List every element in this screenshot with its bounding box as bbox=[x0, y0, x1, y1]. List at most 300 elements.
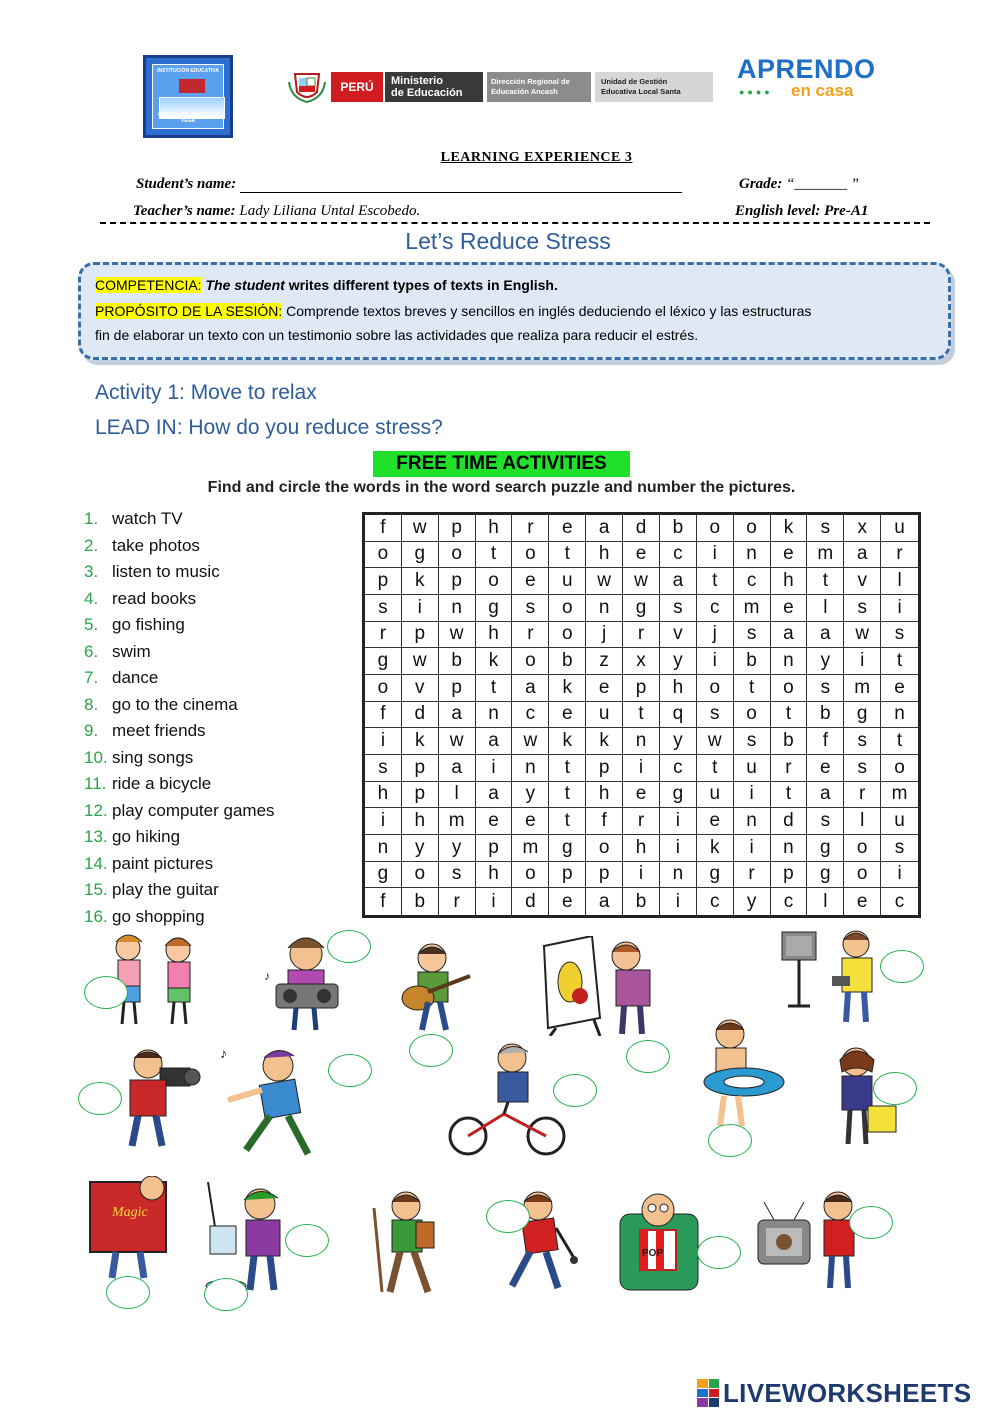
boy-guitar-picture bbox=[392, 940, 488, 1034]
aprendo-en-casa-logo bbox=[733, 54, 875, 114]
word-list-item bbox=[84, 665, 275, 692]
grid-cell[interactable]: h bbox=[402, 808, 439, 835]
grid-cell[interactable]: o bbox=[844, 862, 881, 889]
grid-cell[interactable]: o bbox=[365, 542, 402, 569]
grid-cell[interactable]: i bbox=[660, 808, 697, 835]
grid-cell[interactable]: g bbox=[623, 595, 660, 622]
grid-cell[interactable]: b bbox=[549, 648, 586, 675]
grid-cell[interactable]: e bbox=[844, 888, 881, 915]
grid-cell[interactable]: i bbox=[476, 888, 513, 915]
grid-cell[interactable]: w bbox=[402, 515, 439, 542]
grid-cell[interactable]: c bbox=[771, 888, 808, 915]
grid-cell[interactable]: p bbox=[476, 835, 513, 862]
grid-cell[interactable]: b bbox=[402, 888, 439, 915]
grid-cell[interactable]: v bbox=[844, 568, 881, 595]
main-title: Let’s Reduce Stress bbox=[405, 228, 611, 254]
grid-cell[interactable]: a bbox=[807, 622, 844, 649]
grid-cell[interactable]: n bbox=[881, 702, 918, 729]
grid-cell[interactable]: d bbox=[512, 888, 549, 915]
grid-cell[interactable]: e bbox=[623, 782, 660, 809]
grid-cell[interactable]: s bbox=[365, 755, 402, 782]
grid-cell[interactable]: g bbox=[660, 782, 697, 809]
grid-cell[interactable]: n bbox=[734, 808, 771, 835]
word-list-text: ride a bicycle bbox=[112, 774, 212, 794]
grid-cell[interactable]: n bbox=[512, 755, 549, 782]
grid-cell[interactable]: o bbox=[586, 835, 623, 862]
grid-cell[interactable]: p bbox=[586, 755, 623, 782]
grid-cell[interactable]: w bbox=[586, 568, 623, 595]
grid-cell[interactable]: e bbox=[807, 755, 844, 782]
ugel-line-2: Educativa Local Santa bbox=[601, 87, 681, 96]
grid-cell[interactable]: s bbox=[734, 728, 771, 755]
grid-cell[interactable]: i bbox=[697, 542, 734, 569]
grid-cell[interactable]: i bbox=[660, 835, 697, 862]
grid-cell[interactable]: y bbox=[439, 835, 476, 862]
grid-cell[interactable]: c bbox=[660, 542, 697, 569]
grade-row bbox=[739, 176, 859, 193]
grid-cell[interactable]: o bbox=[771, 675, 808, 702]
grid-cell[interactable]: y bbox=[734, 888, 771, 915]
grid-cell[interactable]: e bbox=[476, 808, 513, 835]
grid-cell[interactable]: b bbox=[807, 702, 844, 729]
grid-cell[interactable]: n bbox=[586, 595, 623, 622]
grid-cell[interactable]: u bbox=[549, 568, 586, 595]
grid-cell[interactable]: p bbox=[623, 675, 660, 702]
grade-label: Grade: bbox=[739, 176, 783, 192]
student-name-row bbox=[136, 176, 682, 193]
answer-oval-man-fishing-2[interactable] bbox=[285, 1224, 329, 1257]
grid-cell[interactable]: r bbox=[439, 888, 476, 915]
ugel-line-1: Unidad de Gestión bbox=[601, 77, 668, 86]
grid-cell[interactable]: t bbox=[549, 782, 586, 809]
grade-value[interactable]: “_______ ” bbox=[786, 176, 860, 192]
grid-cell[interactable]: c bbox=[512, 702, 549, 729]
grid-cell[interactable]: a bbox=[476, 728, 513, 755]
grid-cell[interactable]: r bbox=[881, 542, 918, 569]
grid-cell[interactable]: u bbox=[734, 755, 771, 782]
grid-cell[interactable]: w bbox=[844, 622, 881, 649]
grid-cell[interactable]: p bbox=[402, 622, 439, 649]
word-list-text: watch TV bbox=[112, 509, 183, 529]
grid-cell[interactable]: r bbox=[623, 622, 660, 649]
grid-cell[interactable]: k bbox=[771, 515, 808, 542]
english-level-label: English level: bbox=[735, 203, 821, 219]
grid-cell[interactable]: b bbox=[623, 888, 660, 915]
grid-cell[interactable]: j bbox=[586, 622, 623, 649]
grid-cell[interactable]: s bbox=[734, 622, 771, 649]
grid-cell[interactable]: d bbox=[402, 702, 439, 729]
grid-cell[interactable]: o bbox=[697, 515, 734, 542]
grid-cell[interactable]: i bbox=[734, 835, 771, 862]
grid-cell[interactable]: s bbox=[844, 595, 881, 622]
grid-cell[interactable]: t bbox=[771, 702, 808, 729]
liveworksheets-logo-icon bbox=[697, 1379, 719, 1407]
grid-cell[interactable]: o bbox=[512, 648, 549, 675]
grid-cell[interactable]: t bbox=[881, 728, 918, 755]
grid-cell[interactable]: h bbox=[365, 782, 402, 809]
grid-cell[interactable]: a bbox=[586, 888, 623, 915]
grid-cell[interactable]: a bbox=[439, 702, 476, 729]
grid-cell[interactable]: y bbox=[402, 835, 439, 862]
grid-cell[interactable]: y bbox=[807, 648, 844, 675]
grid-cell[interactable]: y bbox=[660, 648, 697, 675]
grid-cell[interactable]: p bbox=[771, 862, 808, 889]
grid-cell[interactable]: o bbox=[734, 702, 771, 729]
word-list-number: 13. bbox=[84, 827, 108, 847]
grid-cell[interactable]: q bbox=[660, 702, 697, 729]
grid-cell[interactable]: b bbox=[734, 648, 771, 675]
grid-cell[interactable]: m bbox=[807, 542, 844, 569]
grid-cell[interactable]: i bbox=[402, 595, 439, 622]
svg-text:♪: ♪ bbox=[264, 969, 270, 983]
grid-cell[interactable]: z bbox=[586, 648, 623, 675]
grid-cell[interactable]: s bbox=[807, 515, 844, 542]
grid-cell[interactable]: m bbox=[734, 595, 771, 622]
grid-cell[interactable]: w bbox=[402, 648, 439, 675]
svg-text:Magic: Magic bbox=[112, 1205, 148, 1220]
grid-cell[interactable]: e bbox=[512, 808, 549, 835]
grid-cell[interactable]: p bbox=[365, 568, 402, 595]
grid-cell[interactable]: o bbox=[549, 595, 586, 622]
grid-cell[interactable]: c bbox=[734, 568, 771, 595]
grid-cell[interactable]: t bbox=[476, 542, 513, 569]
answer-oval-boy-cinema[interactable] bbox=[697, 1236, 741, 1269]
grid-cell[interactable]: g bbox=[365, 648, 402, 675]
grid-cell[interactable]: r bbox=[844, 782, 881, 809]
grid-cell[interactable]: s bbox=[881, 622, 918, 649]
grid-cell[interactable]: a bbox=[586, 515, 623, 542]
grid-cell[interactable]: k bbox=[549, 728, 586, 755]
ugel-logo bbox=[595, 72, 713, 102]
grid-cell[interactable]: o bbox=[844, 835, 881, 862]
grid-cell[interactable]: i bbox=[881, 862, 918, 889]
answer-oval-man-tv-camera[interactable] bbox=[880, 950, 924, 983]
word-list-item bbox=[84, 559, 275, 586]
grid-cell[interactable]: i bbox=[844, 648, 881, 675]
grid-cell[interactable]: e bbox=[549, 888, 586, 915]
grid-cell[interactable]: s bbox=[697, 702, 734, 729]
grid-cell[interactable]: n bbox=[771, 648, 808, 675]
word-list-number: 10. bbox=[84, 747, 108, 767]
grid-cell[interactable]: l bbox=[439, 782, 476, 809]
grid-cell[interactable]: b bbox=[660, 515, 697, 542]
grid-cell[interactable]: m bbox=[512, 835, 549, 862]
grid-cell[interactable]: k bbox=[476, 648, 513, 675]
grid-cell[interactable]: y bbox=[512, 782, 549, 809]
grid-cell[interactable]: r bbox=[734, 862, 771, 889]
grid-cell[interactable]: g bbox=[365, 862, 402, 889]
purpose-row bbox=[95, 303, 811, 319]
grid-cell[interactable]: h bbox=[771, 568, 808, 595]
purpose-text-2: fin de elaborar un texto con un testimonio sobre las actividades que realiza para reducir el estrés. bbox=[95, 327, 699, 343]
grid-cell[interactable]: k bbox=[402, 568, 439, 595]
grid-cell[interactable]: x bbox=[844, 515, 881, 542]
grid-cell[interactable]: r bbox=[365, 622, 402, 649]
dre-line-2: Educación Ancash bbox=[491, 87, 558, 96]
grid-cell[interactable]: k bbox=[586, 728, 623, 755]
grid-cell[interactable]: j bbox=[697, 622, 734, 649]
grid-cell[interactable]: t bbox=[476, 675, 513, 702]
grid-cell[interactable]: e bbox=[549, 702, 586, 729]
grid-cell[interactable]: p bbox=[439, 675, 476, 702]
word-list-number: 8. bbox=[84, 694, 99, 714]
grid-cell[interactable]: l bbox=[844, 808, 881, 835]
grid-cell[interactable]: о bbox=[881, 755, 918, 782]
word-search-grid[interactable] bbox=[362, 512, 921, 918]
grid-cell[interactable]: e bbox=[512, 568, 549, 595]
grid-cell[interactable]: i bbox=[365, 808, 402, 835]
aprendo-word: APRENDO bbox=[737, 54, 876, 84]
grid-cell[interactable]: h bbox=[660, 675, 697, 702]
grid-cell[interactable]: o bbox=[549, 622, 586, 649]
grid-cell[interactable]: d bbox=[771, 808, 808, 835]
grid-cell[interactable]: s bbox=[807, 675, 844, 702]
school-logo bbox=[143, 55, 233, 138]
grid-cell[interactable]: d bbox=[623, 515, 660, 542]
grid-cell[interactable]: f bbox=[586, 808, 623, 835]
grid-cell[interactable]: g bbox=[807, 862, 844, 889]
answer-oval-boy-guitar[interactable] bbox=[409, 1034, 453, 1067]
grid-cell[interactable]: i bbox=[697, 648, 734, 675]
grid-cell[interactable]: w bbox=[512, 728, 549, 755]
grid-cell[interactable]: c bbox=[894, 890, 905, 912]
grid-cell[interactable]: s bbox=[807, 808, 844, 835]
word-list-number: 14. bbox=[84, 853, 108, 873]
word-list-text: sing songs bbox=[112, 747, 194, 767]
grid-cell[interactable]: h bbox=[623, 835, 660, 862]
grid-cell[interactable]: a bbox=[807, 782, 844, 809]
grid-cell[interactable]: m bbox=[881, 782, 918, 809]
grid-cell[interactable]: n bbox=[771, 835, 808, 862]
grid-cell[interactable]: n bbox=[439, 595, 476, 622]
grid-cell[interactable]: a bbox=[512, 675, 549, 702]
grid-cell[interactable]: h bbox=[586, 782, 623, 809]
competence-text: writes different types of texts in English. bbox=[288, 277, 558, 293]
man-dancing-picture bbox=[216, 1040, 326, 1160]
grid-cell[interactable]: w bbox=[439, 622, 476, 649]
grid-cell[interactable]: o bbox=[734, 515, 771, 542]
grid-cell[interactable]: f bbox=[807, 728, 844, 755]
grid-cell[interactable]: s bbox=[439, 862, 476, 889]
grid-cell[interactable]: s bbox=[844, 755, 881, 782]
grid-cell[interactable]: t bbox=[623, 702, 660, 729]
grid-cell[interactable]: x bbox=[623, 648, 660, 675]
grid-cell[interactable]: i bbox=[623, 755, 660, 782]
grid-cell[interactable]: o bbox=[476, 568, 513, 595]
grid-cell[interactable]: g bbox=[476, 595, 513, 622]
grid-cell[interactable]: o bbox=[402, 862, 439, 889]
grid-cell[interactable]: r bbox=[623, 808, 660, 835]
grid-cell[interactable]: s bbox=[365, 595, 402, 622]
grid-cell[interactable]: c bbox=[660, 755, 697, 782]
purpose-text-1: Comprende textos breves y sencillos en inglés deduciendo el léxico y las estructuras bbox=[286, 303, 812, 319]
word-list-text: meet friends bbox=[112, 721, 206, 741]
grid-cell[interactable]: t bbox=[549, 755, 586, 782]
grid-cell[interactable]: t bbox=[734, 675, 771, 702]
dre-logo bbox=[487, 72, 591, 102]
grid-cell[interactable]: o bbox=[512, 862, 549, 889]
grid-cell[interactable]: i bbox=[623, 862, 660, 889]
word-list-number: 7. bbox=[84, 668, 99, 688]
grid-cell[interactable]: r bbox=[771, 755, 808, 782]
grid-cell[interactable]: k bbox=[402, 728, 439, 755]
grid-cell[interactable]: o bbox=[439, 542, 476, 569]
grid-cell[interactable]: a bbox=[844, 542, 881, 569]
grid-cell[interactable]: u bbox=[586, 702, 623, 729]
grid-cell[interactable]: e bbox=[771, 595, 808, 622]
word-list-number: 12. bbox=[84, 800, 108, 820]
grid-cell[interactable]: w bbox=[439, 728, 476, 755]
grid-cell[interactable]: w bbox=[697, 728, 734, 755]
grid-cell[interactable]: b bbox=[439, 648, 476, 675]
grid-cell[interactable]: e bbox=[697, 808, 734, 835]
grid-cell[interactable]: n bbox=[734, 542, 771, 569]
grid-cell[interactable]: c bbox=[697, 595, 734, 622]
grid-cell[interactable]: p bbox=[439, 568, 476, 595]
grid-cell[interactable]: p bbox=[586, 862, 623, 889]
grid-cell[interactable]: e bbox=[623, 542, 660, 569]
grid-cell[interactable]: m bbox=[439, 808, 476, 835]
word-list-item bbox=[84, 692, 275, 719]
grid-cell[interactable]: h bbox=[586, 542, 623, 569]
grid-cell[interactable]: n bbox=[476, 702, 513, 729]
grid-cell[interactable]: i bbox=[734, 782, 771, 809]
word-list-text: play computer games bbox=[112, 800, 275, 820]
grid-cell[interactable]: o bbox=[365, 675, 402, 702]
grid-cell[interactable]: k bbox=[549, 675, 586, 702]
grid-cell[interactable]: p bbox=[439, 515, 476, 542]
word-list-number: 6. bbox=[84, 641, 99, 661]
grid-cell[interactable]: n bbox=[365, 835, 402, 862]
grid-cell[interactable]: e bbox=[586, 675, 623, 702]
grid-cell[interactable]: a bbox=[660, 568, 697, 595]
grid-cell[interactable]: t bbox=[771, 782, 808, 809]
grid-cell[interactable]: k bbox=[697, 835, 734, 862]
purpose-row-2 bbox=[95, 327, 698, 343]
word-list-number: 15. bbox=[84, 880, 108, 900]
word-list-number: 9. bbox=[84, 721, 99, 741]
grid-cell[interactable]: t bbox=[549, 542, 586, 569]
boy-swimming-picture bbox=[696, 1016, 792, 1132]
grid-cell[interactable]: o bbox=[697, 675, 734, 702]
grid-cell[interactable]: t bbox=[881, 648, 918, 675]
word-list-number: 1. bbox=[84, 509, 99, 529]
grid-cell[interactable]: t bbox=[697, 755, 734, 782]
grid-cell[interactable]: p bbox=[402, 782, 439, 809]
answer-oval-man-painting[interactable] bbox=[626, 1040, 670, 1073]
student-name-input[interactable] bbox=[240, 179, 682, 193]
answer-oval-man-radio[interactable] bbox=[327, 930, 371, 963]
competence-box bbox=[78, 262, 951, 360]
answer-oval-man-dancing[interactable] bbox=[328, 1054, 372, 1087]
answer-oval-man-photo[interactable] bbox=[78, 1082, 122, 1115]
word-list-text: go shopping bbox=[112, 906, 205, 926]
grid-cell[interactable]: e bbox=[549, 515, 586, 542]
grid-cell[interactable]: n bbox=[660, 862, 697, 889]
grid-cell[interactable]: g bbox=[402, 542, 439, 569]
grid-cell[interactable]: v bbox=[660, 622, 697, 649]
man-painting-picture bbox=[536, 936, 668, 1036]
answer-oval-man-singing[interactable] bbox=[486, 1200, 530, 1233]
grid-cell[interactable]: n bbox=[623, 728, 660, 755]
word-list-item bbox=[84, 824, 275, 851]
word-list-text: paint pictures bbox=[112, 853, 214, 873]
free-time-activities-title: FREE TIME ACTIVITIES bbox=[373, 451, 630, 477]
answer-oval-children-talking[interactable] bbox=[84, 976, 128, 1009]
word-list-item bbox=[84, 798, 275, 825]
grid-cell[interactable]: f bbox=[365, 515, 402, 542]
liveworksheets-footer bbox=[697, 1377, 971, 1409]
grid-cell[interactable]: s bbox=[512, 595, 549, 622]
grid-cell[interactable]: l bbox=[807, 595, 844, 622]
grid-cell[interactable]: a bbox=[439, 755, 476, 782]
grid-cell[interactable]: e bbox=[771, 542, 808, 569]
grid-cell[interactable]: l bbox=[881, 568, 918, 595]
grid-cell[interactable]: i bbox=[365, 728, 402, 755]
grid-cell[interactable]: e bbox=[881, 675, 918, 702]
grid-cell[interactable]: s bbox=[881, 835, 918, 862]
answer-oval-man-video-game[interactable] bbox=[849, 1206, 893, 1239]
grid-cell[interactable]: t bbox=[697, 568, 734, 595]
competence-label: COMPETENCIA: bbox=[95, 277, 202, 293]
grid-cell[interactable]: w bbox=[623, 568, 660, 595]
grid-cell[interactable]: a bbox=[771, 622, 808, 649]
grid-cell[interactable]: u bbox=[697, 782, 734, 809]
answer-oval-boy-swimming[interactable] bbox=[708, 1124, 752, 1157]
boy-cinema-popcorn-picture bbox=[614, 1184, 704, 1296]
word-list-item bbox=[84, 506, 275, 533]
answer-oval-woman-shopping[interactable] bbox=[873, 1072, 917, 1105]
grid-cell[interactable]: h bbox=[476, 862, 513, 889]
grid-cell[interactable]: g bbox=[844, 702, 881, 729]
grid-cell[interactable]: b bbox=[771, 728, 808, 755]
grid-cell[interactable]: h bbox=[476, 515, 513, 542]
grid-cell[interactable]: r bbox=[512, 622, 549, 649]
grid-cell[interactable]: l bbox=[807, 888, 844, 915]
grid-cell[interactable]: y bbox=[660, 728, 697, 755]
answer-oval-man-fishing[interactable] bbox=[204, 1278, 248, 1311]
grid-cell[interactable]: f bbox=[365, 702, 402, 729]
school-logo-name: INCA GARCILASO DE LA VEGA bbox=[158, 112, 218, 124]
grid-cell[interactable]: g bbox=[807, 835, 844, 862]
grid-cell[interactable]: a bbox=[476, 782, 513, 809]
grid-cell[interactable]: t bbox=[549, 808, 586, 835]
grid-cell[interactable]: h bbox=[476, 622, 513, 649]
grid-cell[interactable]: u bbox=[881, 515, 918, 542]
grid-cell[interactable]: p bbox=[549, 862, 586, 889]
grid-cell[interactable]: i bbox=[476, 755, 513, 782]
grid-cell[interactable]: c bbox=[697, 888, 734, 915]
word-list-item bbox=[84, 612, 275, 639]
grid-cell[interactable]: u bbox=[881, 808, 918, 835]
grid-cell[interactable]: s bbox=[660, 595, 697, 622]
grid-cell[interactable]: r bbox=[512, 515, 549, 542]
answer-oval-boy-reading[interactable] bbox=[106, 1276, 150, 1309]
grid-cell[interactable]: g bbox=[697, 862, 734, 889]
grid-cell[interactable]: f bbox=[365, 888, 402, 915]
grid-cell[interactable]: o bbox=[512, 542, 549, 569]
answer-oval-old-man-bicycle[interactable] bbox=[553, 1074, 597, 1107]
grid-cell[interactable]: g bbox=[549, 835, 586, 862]
grid-cell[interactable]: i bbox=[660, 888, 697, 915]
grid-cell[interactable]: s bbox=[844, 728, 881, 755]
grid-cell[interactable]: p bbox=[402, 755, 439, 782]
ministerio-logo bbox=[385, 72, 483, 102]
grid-cell[interactable]: i bbox=[881, 595, 918, 622]
grid-cell[interactable]: t bbox=[807, 568, 844, 595]
grid-cell[interactable]: m bbox=[844, 675, 881, 702]
grid-cell[interactable]: v bbox=[402, 675, 439, 702]
